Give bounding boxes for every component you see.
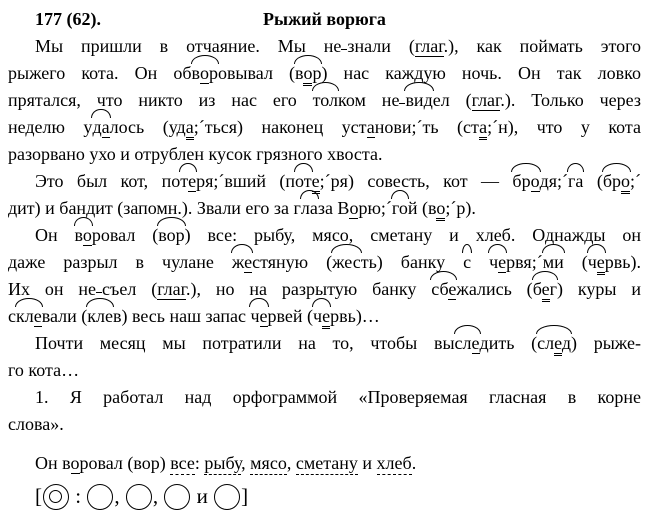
root-arc: бро [603, 168, 630, 195]
underlined-letter: глаг [414, 36, 444, 56]
root-arc: вор [295, 60, 321, 87]
double-underlined-letter: о [303, 63, 312, 86]
root-arc: сбе [431, 276, 456, 303]
circle-symbol [126, 484, 152, 510]
double-underlined-letter: е [597, 252, 605, 275]
text-line: слова». [8, 414, 64, 434]
root-arc: че [489, 249, 506, 276]
schema-line: [ : , , и ] [35, 484, 249, 508]
root-arc: вор [158, 222, 184, 249]
double-underlined-letter: а [186, 117, 194, 140]
underlined-letter: е [498, 252, 507, 272]
root-arc: же [232, 249, 252, 276]
dashed-underlined-word: мясо [250, 453, 287, 473]
circle-symbol [87, 484, 113, 510]
double-underlined-letter: а [479, 117, 487, 140]
paragraph [8, 33, 641, 168]
underlined-letter: глаг [471, 90, 501, 110]
circle-symbol [164, 484, 190, 510]
exercise-title: Рыжий ворюга [263, 9, 386, 29]
text-line: неделю удалось (уда;´ться) наконец установи;´ть (ста;´н), что у кота [8, 114, 641, 141]
underlined-letter: а [101, 117, 110, 137]
underlined-letter: о [530, 171, 540, 191]
text-line: Это был кот, потеря;´вший (поте;´ря) совесть, кот — бродя;´га (бро;´ [8, 168, 641, 195]
exercise-number: 177 (62). [35, 9, 101, 29]
text-line: 1. Я работал над орфограммой «Проверяемая гласная в корне [35, 387, 641, 407]
dashed-underlined-word: хлеб [376, 453, 412, 473]
paragraph [8, 330, 641, 384]
double-underlined-letter: е [542, 279, 550, 302]
dashed-underlined-word: рыбу [204, 453, 242, 473]
root-arc: вид [405, 87, 432, 114]
root-arc: ла [301, 195, 318, 222]
root-arc: тол [313, 87, 338, 114]
text-line: Он воровал (вор) все: рыбу, мясо, сметану и хлеб. [35, 453, 417, 473]
root-arc: бег [533, 276, 557, 303]
text-line: Он воровал (вор) все: рыбу, мясо, сметану и хлеб. Однажды он [8, 222, 641, 249]
underlined-letter: е [33, 306, 42, 326]
text-body [8, 33, 641, 519]
underlined-letter: е [188, 171, 197, 191]
word-connector [96, 278, 102, 293]
root-arc: след [537, 330, 571, 357]
underlined-letter: о [70, 453, 80, 473]
underlined-letter: о [82, 225, 92, 245]
root-arc: ми [543, 249, 564, 276]
text-line: даже разрыл в чулане жестяную (жесть) банку с червя;´ми (червь). [8, 249, 641, 276]
underlined-letter: е [244, 252, 253, 272]
double-circle-symbol [43, 484, 69, 510]
underlined-letter: е [259, 306, 268, 326]
circle-symbol [214, 484, 240, 510]
paragraph [8, 168, 641, 222]
text-line: прятался, что никто из нас его толком не видел (глаг.). Только через [8, 87, 641, 114]
root-arc: да [92, 114, 109, 141]
root-arc: кле [16, 303, 42, 330]
double-underlined-letter: е [322, 306, 330, 329]
root-arc: с [463, 249, 471, 276]
root-arc: от [295, 168, 312, 195]
root-arc: че [313, 303, 330, 330]
root-arc: во [75, 222, 92, 249]
root-arc: га [568, 168, 583, 195]
underlined-letter: о [349, 198, 359, 218]
double-underlined-letter: е [312, 171, 320, 194]
underlined-letter: е [448, 279, 457, 299]
root-arc: сле [455, 330, 480, 357]
header-row [8, 6, 641, 33]
root-arc: че [588, 249, 605, 276]
paragraph [8, 384, 641, 438]
underlined-letter: е [471, 333, 480, 353]
word-connector [341, 35, 347, 50]
paragraph [8, 450, 641, 477]
double-underlined-letter: е [554, 333, 562, 356]
double-underlined-letter: о [621, 171, 630, 194]
root-arc: го [392, 195, 408, 222]
text-line: Их он не съел (глаг.), но на разрытую банку сбежались (бег) куры и [8, 276, 641, 303]
text-line: Почти месяц мы потратили на то, чтобы выследить (след) рыже- [8, 330, 641, 357]
root-arc: че [250, 303, 267, 330]
underlined-letter: а [366, 117, 375, 137]
underlined-letter: глаг [157, 279, 186, 299]
text-line: дит) и бандит (запомн.). Звали его за глаза Ворю;´гой (во;´р). [8, 195, 641, 222]
text-line: разорвано ухо и отрублен кусок грязного хвоста. [8, 144, 383, 164]
text-line: Мы пришли в отчаяние. Мы не знали (глаг.), как поймать этого [35, 36, 642, 56]
underlined-letter: о [199, 63, 209, 83]
paragraph [8, 483, 641, 519]
text-line: рыжего кота. Он обворовывал (вор) нас каждую ночь. Он так ловко [8, 60, 641, 87]
root-arc: кле [87, 303, 113, 330]
root-arc: вор [192, 60, 218, 87]
text-line: го кота… [8, 360, 80, 380]
paragraph [8, 222, 641, 330]
root-arc: жес [332, 249, 361, 276]
root-arc: те [180, 168, 196, 195]
root-arc: бро [512, 168, 539, 195]
text-line: склевали (клев) весь наш запас червей (червь)… [8, 303, 641, 330]
dashed-underlined-word: все [170, 453, 195, 473]
double-underlined-letter: о [436, 198, 445, 221]
dashed-underlined-word: сметану [295, 453, 358, 473]
